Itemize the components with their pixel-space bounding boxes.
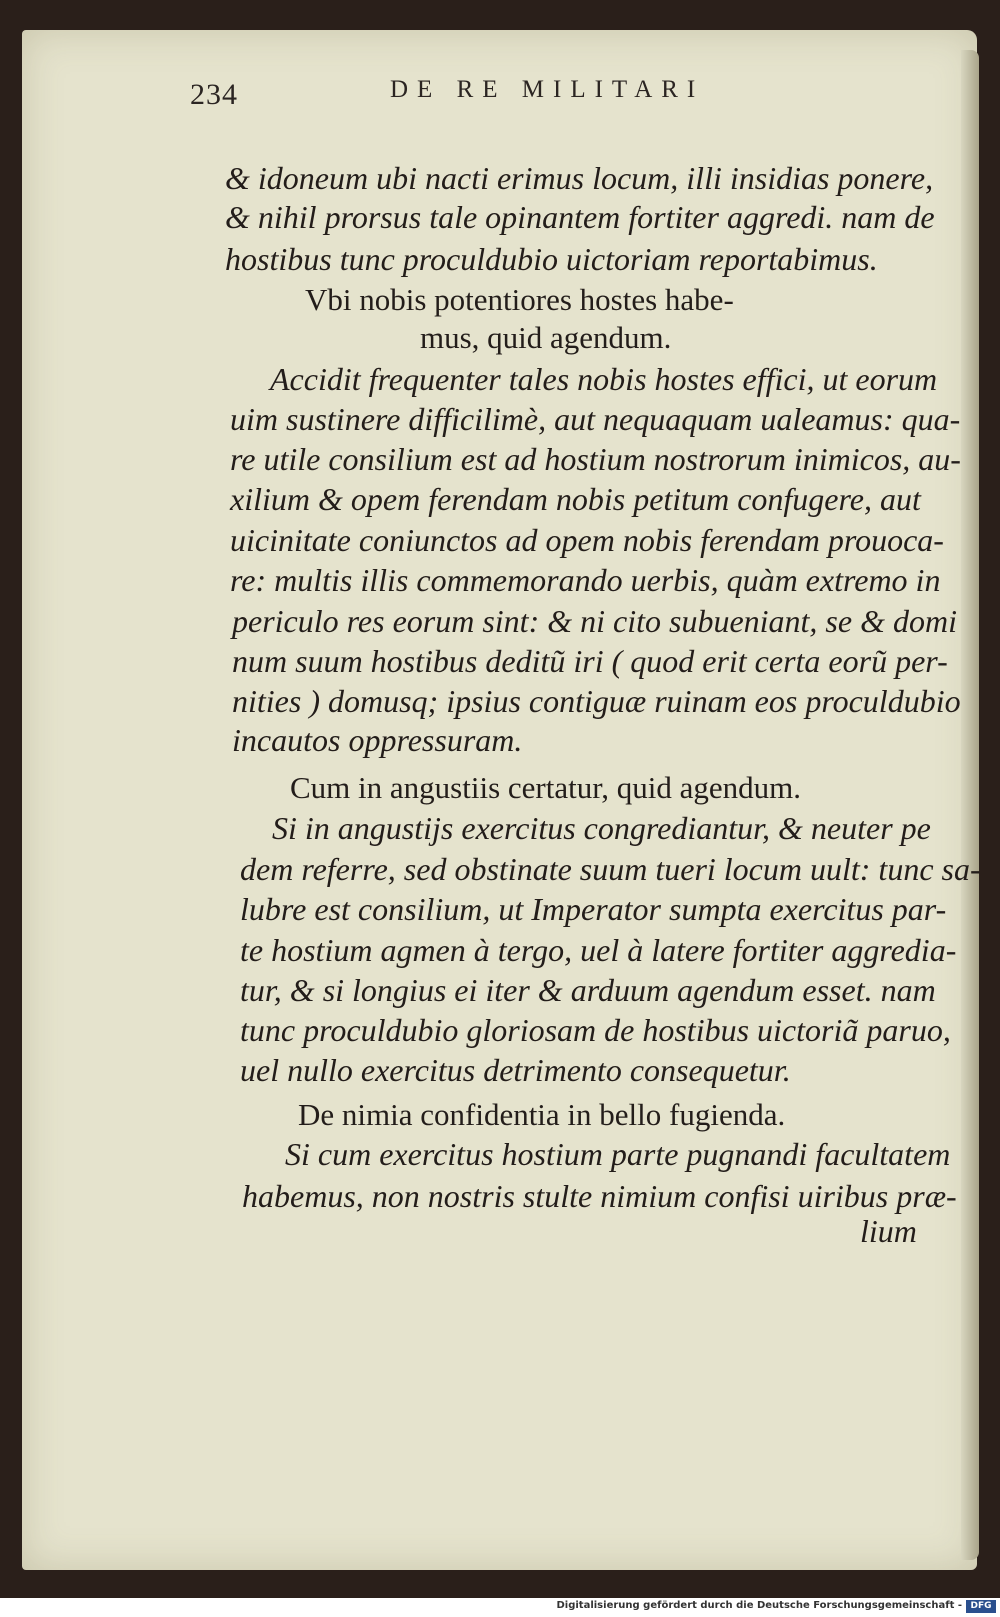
text-line: Accidit frequenter tales nobis hostes effici, ut eorum: [270, 361, 938, 397]
section-heading: mus, quid agendum.: [420, 320, 672, 355]
text-line: Si in angustijs exercitus congrediantur, & neuter pe: [272, 810, 931, 846]
text-line: Si cum exercitus hostium parte pugnandi facultatem: [285, 1136, 951, 1172]
text-line: tunc proculdubio gloriosam de hostibus uictoriã paruo,: [240, 1012, 951, 1048]
text-line: uicinitate coniunctos ad opem nobis ferendam prouoca-: [230, 522, 944, 558]
text-line: re: multis illis commemorando uerbis, quàm extremo in: [230, 562, 941, 598]
text-line: dem referre, sed obstinate suum tueri locum uult: tunc sa-: [240, 851, 981, 887]
text-line: num suum hostibus deditũ iri ( quod erit certa eorũ per-: [232, 643, 948, 679]
text-line: nities ) domusq; ipsius contiguæ ruinam eos proculdubio: [232, 683, 961, 719]
section-heading: De nimia confidentia in bello fugienda.: [298, 1097, 786, 1132]
text-line: te hostium agmen à tergo, uel à latere fortiter aggredia-: [240, 932, 957, 968]
section-heading: Vbi nobis potentiores hostes habe-: [305, 282, 734, 317]
page-number: 234: [190, 78, 238, 111]
section-heading: Cum in angustiis certatur, quid agendum.: [290, 770, 802, 805]
running-head: DE RE MILITARI: [390, 76, 705, 103]
text-line: & nihil prorsus tale opinantem fortiter aggredi. nam de: [225, 199, 935, 235]
text-line: uim sustinere difficilimè, aut nequaquam ualeamus: qua-: [230, 401, 961, 437]
text-line: periculo res eorum sint: & ni cito subueniant, se & domi: [232, 603, 957, 639]
text-line: lubre est consilium, ut Imperator sumpta exercitus par-: [240, 891, 947, 927]
text-line: hostibus tunc proculdubio uictoriam reportabimus.: [225, 241, 878, 277]
text-line: uel nullo exercitus detrimento consequetur.: [240, 1052, 791, 1088]
dfg-logo-icon: DFG: [966, 1600, 996, 1613]
text-line: habemus, non nostris stulte nimium confisi uiribus præ-: [242, 1178, 957, 1214]
text-line: tur, & si longius ei iter & arduum agendum esset. nam: [240, 972, 936, 1008]
footer-credit: Digitalisierung gefördert durch die Deutsche Forschungsgemeinschaft -: [556, 1600, 962, 1611]
page-header: [190, 70, 790, 110]
digitization-footer: [0, 1598, 1000, 1617]
text-line: re utile consilium est ad hostium nostrorum inimicos, au-: [230, 441, 961, 477]
text-line: xilium & opem ferendam nobis petitum confugere, aut: [230, 481, 921, 517]
catchword: lium: [860, 1213, 917, 1249]
text-line: & idoneum ubi nacti erimus locum, illi insidias ponere,: [225, 160, 934, 196]
text-line: incautos oppressuram.: [232, 722, 523, 758]
